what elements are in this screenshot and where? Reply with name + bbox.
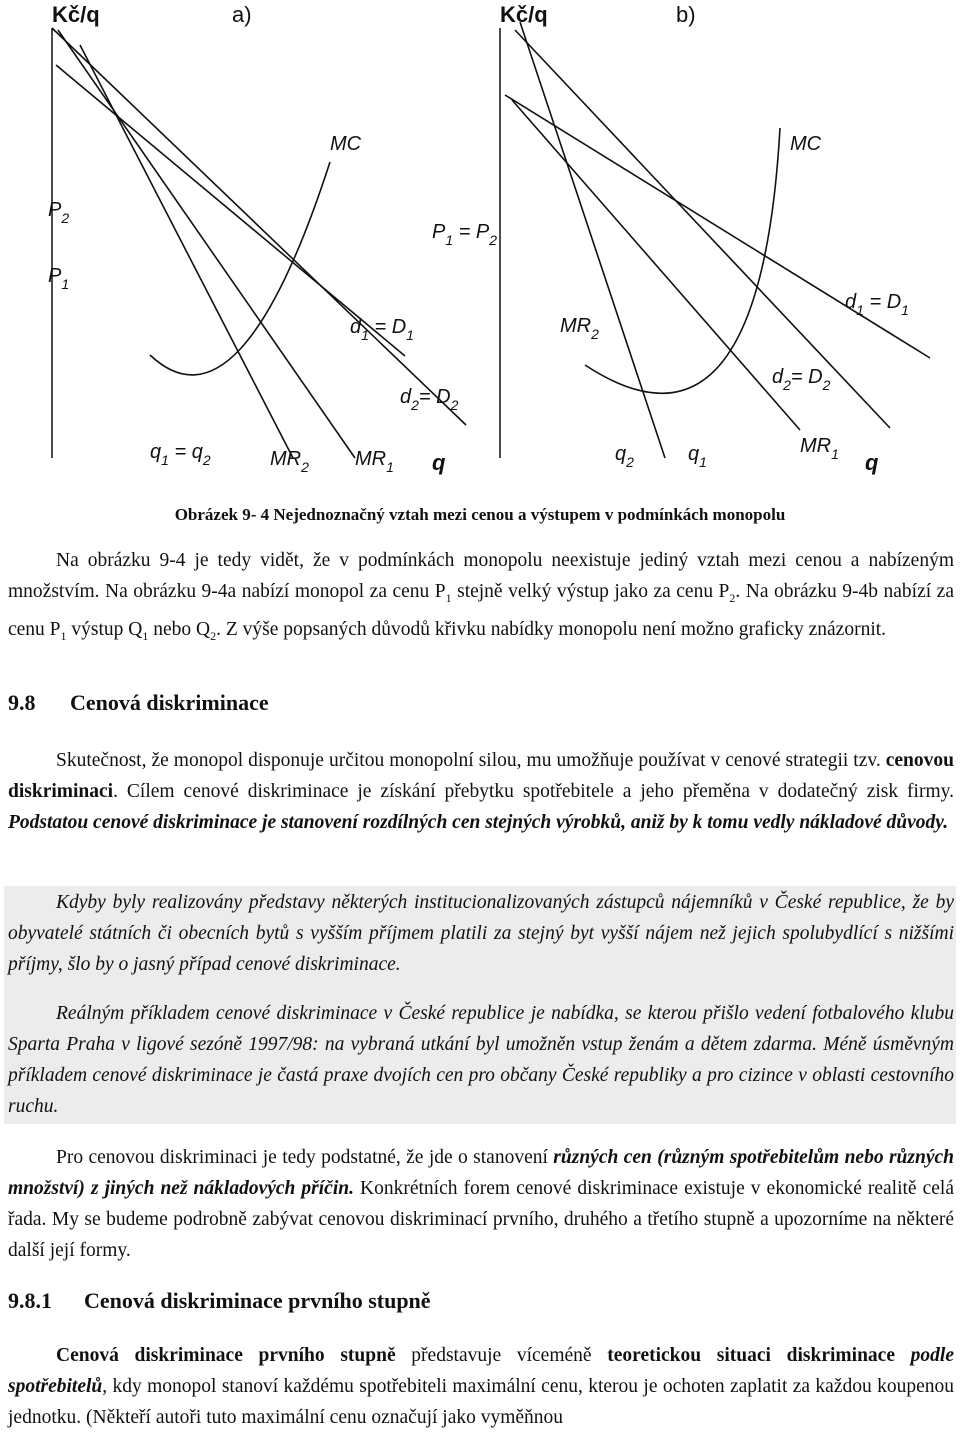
mr1-label: $MR_1$ [355,448,394,475]
paragraph-definition: Skutečnost, že monopol disponuje určitou monopolní silou, mu umožňuje používat v cenové strategii tzv. cenovou diskriminaci. Cílem cenové diskriminace je získání přebytku spotřebitele a jeho přeměna v dodatečný zisk firmy. Podstatou cenové diskriminace je stanovení rozdílných cen stejných výrobků, aniž by k tomu vedly nákladové důvody. [8,750,954,833]
d2-label: $d_2= D_2$ [400,386,459,413]
p2-label: $P_2$ [48,199,70,226]
box-paragraph-rent: Kdyby byly realizovány představy některých institucionalizovaných zástupců nájemníků v České republice, že by obyvatelé státních či obecních bytů s vyšším příjmem platili za stejný byt vyšší nájem než jejich spolubydlící s nižšími příjmy, šlo by o jasný případ cenové diskriminace. [8,892,954,975]
p1-p2-label: $P_1 = P_2$ [432,221,498,248]
paragraph-first-degree: Cenová diskriminace prvního stupně představuje víceméně teoretickou situaci diskriminace podle spotřebitelů, kdy monopol stanoví každému spotřebiteli maximální cenu, kterou je ochoten zaplatit za každou koupenou jednotku. (Někteří autoři tuto maximální cenu označují jako vyměňnou [8,1345,954,1428]
mr1-label: $MR_1$ [800,435,839,462]
q1-label: $q_1$ [688,443,707,470]
d1-label: $d_1 = D_1$ [350,316,414,343]
marginal-revenue-mr2 [80,45,293,458]
demand-curve-d2 [56,65,405,356]
mc-label: MC [330,133,362,155]
mr2-label: $MR_2$ [560,315,599,342]
monopoly-supply-figure [0,0,960,500]
marginal-revenue-mr2 [520,22,665,458]
d2-label: $d_2= D_2$ [772,366,831,393]
mr2-label: $MR_2$ [270,448,309,475]
y-axis-label: Kč/q [500,2,548,27]
q2-label: $q_2$ [615,443,634,470]
paragraph-essence: Pro cenovou diskriminaci je tedy podstatné, že jde o stanovení různých cen (různým spotřebitelům nebo různých množství) z jiných než nákladových příčin. Konkrétních forem cenové diskriminace existuje v ekonomické realitě celá řada. My se budeme podrobně zabývat cenovou diskriminací prvního, druhého a třetího stupně a upozorníme na některé další její formy. [8,1147,955,1261]
box-paragraph-sparta: Reálným příkladem cenové diskriminace v České republice je nabídka, se kterou přišlo vedení fotbalového klubu Sparta Praha v ligové sezóně 1997/98: na vybraná utkání byl umožněn vstup ženám a dětem zdarma. Méně úsměvným příkladem cenové diskriminace je častá praxe dvojích cen pro občany České republiky a pro cizince v oblasti cestovního ruchu. [8,1003,954,1117]
x-axis-label: q [865,450,879,475]
d1-label: $d_1 = D_1$ [845,291,909,318]
figure-caption: Obrázek 9- 4 Nejednoznačný vztah mezi cenou a výstupem v podmínkách monopolu [174,505,786,524]
section-heading: 9.8 Cenová diskriminace [8,690,269,715]
demand-curve-d2 [515,30,890,428]
paragraph-intro: Na obrázku 9-4 je tedy vidět, že v podmínkách monopolu neexistuje jediný vztah mezi cenou a nabízeným množstvím. Na obrázku 9-4a nabízí monopol za cenu $P_1$ stejně velký výstup jako za cenu $P_2$. Na obrázku 9-4b nabízí za cenu $P_1$ výstup $Q_1$ nebo $Q_2$. Z výše popsaných důvodů křivku nabídky monopolu není možno graficky znázornit. [8,550,954,643]
q1-q2-label: $q_1 = q_2$ [150,441,211,468]
x-axis-label: q [432,450,446,475]
panel-tag: b) [676,2,696,27]
marginal-revenue-mr1 [512,100,800,430]
y-axis-label: Kč/q [52,2,100,27]
panel-a [48,2,466,475]
panel-tag: a) [232,2,252,27]
p1-label: $P_1$ [48,265,70,292]
marginal-cost-curve [585,128,780,393]
marginal-revenue-mr1 [58,30,355,458]
subsection-heading: 9.8.1 Cenová diskriminace prvního stupně [8,1288,431,1313]
mc-label: MC [790,133,822,155]
demand-curve-d1 [52,28,466,425]
panel-b [432,2,930,475]
